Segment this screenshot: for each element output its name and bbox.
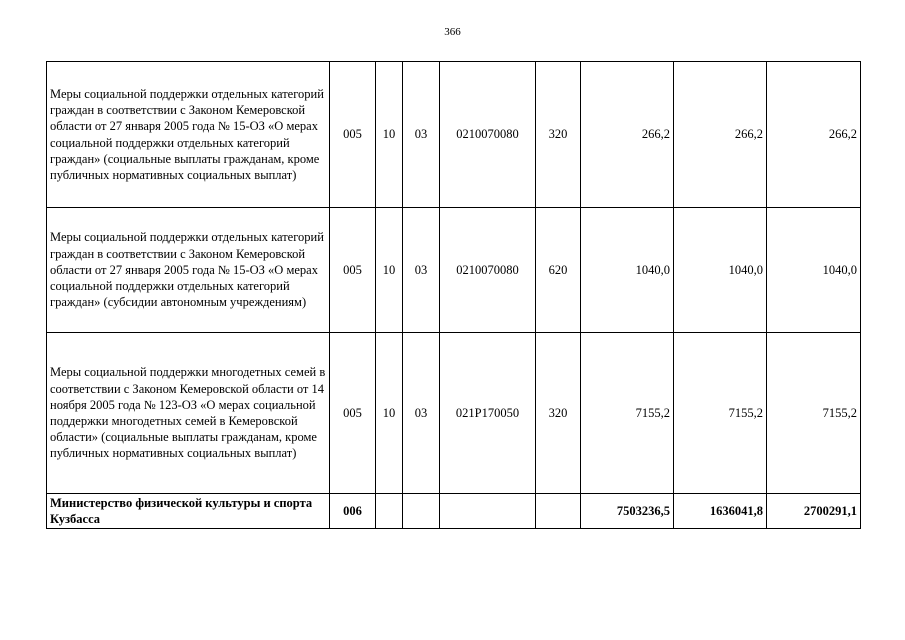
- row-sum-1: 266,2: [581, 62, 674, 208]
- total-csr: [440, 494, 536, 529]
- total-sum-1: 7503236,5: [581, 494, 674, 529]
- table-row: [47, 333, 861, 494]
- row-ved: 005: [330, 62, 376, 208]
- row-csr: 0210070080: [440, 62, 536, 208]
- table-row: [47, 208, 861, 333]
- total-sum-3: 2700291,1: [767, 494, 861, 529]
- table-row: [47, 62, 861, 208]
- row-ved: 005: [330, 333, 376, 494]
- page-number: 366: [444, 26, 461, 38]
- total-name: Министерство физической культуры и спорта Кузбасса: [47, 494, 330, 529]
- total-pr: [403, 494, 440, 529]
- row-rz: 10: [376, 208, 403, 333]
- row-sum-1: 1040,0: [581, 208, 674, 333]
- row-sum-3: 7155,2: [767, 333, 861, 494]
- budget-table: [46, 61, 861, 529]
- row-rz: 10: [376, 62, 403, 208]
- row-name: Меры социальной поддержки отдельных категорий граждан в соответствии с Законом Кемеровской области от 27 января 2005 года № 15-ОЗ «О мерах социальной поддержки отдельных категорий граждан» (социальные выплаты гражданам, кроме публичных нормативных социальных выплат): [47, 62, 330, 208]
- row-name: Меры социальной поддержки отдельных категорий граждан в соответствии с Законом Кемеровской области от 27 января 2005 года № 15-ОЗ «О мерах социальной поддержки отдельных категорий граждан» (субсидии автономным учреждениям): [47, 208, 330, 333]
- row-csr: 0210070080: [440, 208, 536, 333]
- row-vr: 320: [536, 62, 581, 208]
- row-vr: 320: [536, 333, 581, 494]
- row-sum-3: 266,2: [767, 62, 861, 208]
- row-sum-2: 1040,0: [674, 208, 767, 333]
- row-pr: 03: [403, 208, 440, 333]
- total-sum-2: 1636041,8: [674, 494, 767, 529]
- row-ved: 005: [330, 208, 376, 333]
- row-rz: 10: [376, 333, 403, 494]
- total-row: [47, 494, 861, 529]
- row-vr: 620: [536, 208, 581, 333]
- row-sum-1: 7155,2: [581, 333, 674, 494]
- row-sum-3: 1040,0: [767, 208, 861, 333]
- total-ved: 006: [330, 494, 376, 529]
- row-csr: 021P170050: [440, 333, 536, 494]
- row-pr: 03: [403, 62, 440, 208]
- total-vr: [536, 494, 581, 529]
- total-rz: [376, 494, 403, 529]
- row-pr: 03: [403, 333, 440, 494]
- row-sum-2: 7155,2: [674, 333, 767, 494]
- row-sum-2: 266,2: [674, 62, 767, 208]
- row-name: Меры социальной поддержки многодетных семей в соответствии с Законом Кемеровской области от 14 ноября 2005 года № 123-ОЗ «О мерах социальной поддержки многодетных семей в Кемеровской области» (социальные выплаты гражданам, кроме публичных нормативных социальных выплат): [47, 333, 330, 494]
